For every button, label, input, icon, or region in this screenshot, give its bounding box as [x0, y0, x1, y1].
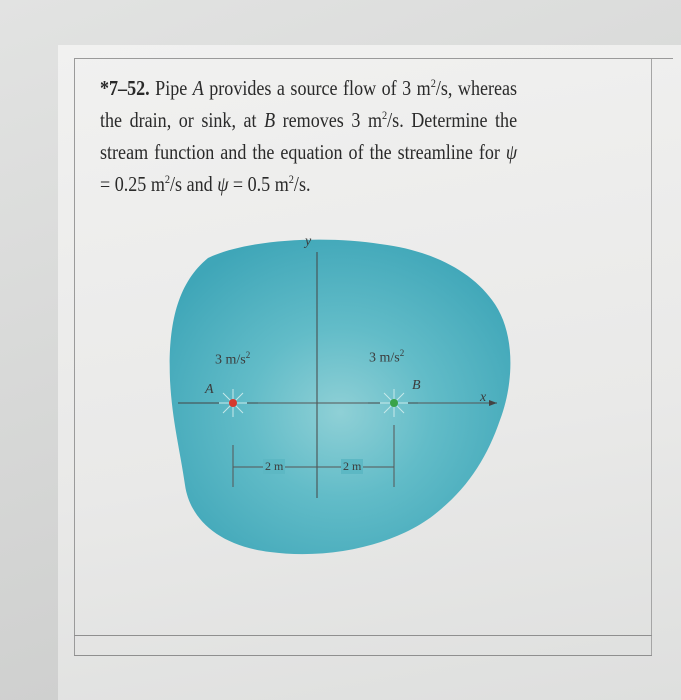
fluid-region	[170, 240, 511, 554]
sink-b-label: B	[264, 108, 276, 132]
sink-label-b: B	[412, 378, 421, 393]
sink-rate-label: 3 $m/s^2$	[369, 348, 405, 366]
source-rate-label: 3 $m/s^2$	[215, 350, 251, 368]
y-axis-label: y	[305, 234, 312, 249]
sink-b-marker	[380, 389, 408, 417]
problem-statement: *7–52. Pipe A provides a source flow of 3 $m^2/s$, whereas the drain, or sink, at B removes 3 $m^2/s$. Determine the stream function and the equation of the streamline for ψ = 0.25 $m^2/s$ and ψ = 0.5 $m^2/s$.	[100, 76, 518, 196]
source-dot	[229, 399, 237, 407]
dimension-right-label: 2 m	[343, 459, 362, 473]
source-label-a: A	[205, 382, 214, 397]
problem-number: *7–52.	[100, 76, 150, 100]
dimension-left-label: 2 m	[265, 459, 284, 473]
pipe-a-label: A	[192, 76, 204, 100]
x-axis-label: x	[480, 390, 487, 405]
sink-dot	[390, 399, 398, 407]
source-a-marker	[219, 389, 247, 417]
